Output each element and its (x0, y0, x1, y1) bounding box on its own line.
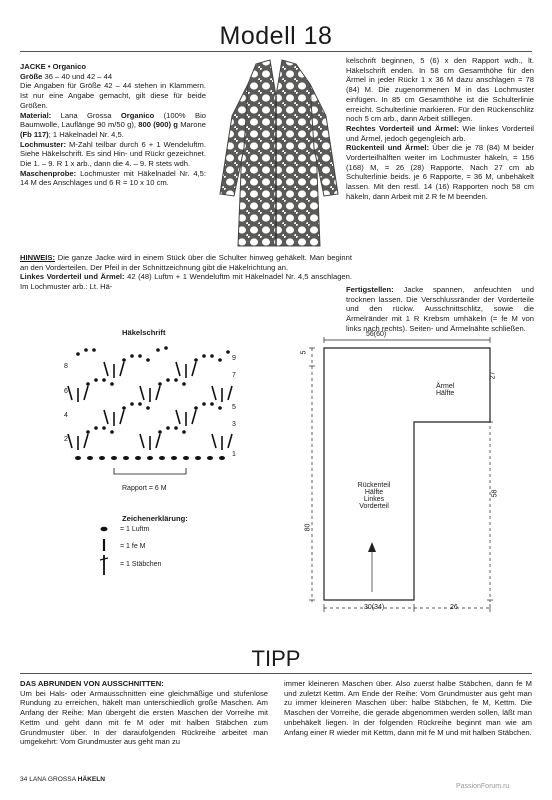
watermark: PassionForum.ru (456, 783, 510, 790)
back-text: Über die je 78 (84) M beider Vorderteilhälften weiter im Lochmuster häkeln, = 156 (168) M, = 26 (28) Rapporte. Nach 27 cm ab Schulterlinie beids. je 6 Rapporte, = 36 M, unbehäkelt lassen. Mit den restl. 14 (16) Rapporten noch 58 cm häkeln, dann Arbeit mit 2 R fe M beenden. (346, 143, 534, 201)
schematic-drawing (292, 330, 522, 620)
chart-title: Häkelschrift (122, 328, 166, 337)
dim-left-height: 80 (304, 523, 312, 532)
legend-item: = 1 Stäbchen (120, 561, 162, 568)
row-number: 6 (64, 388, 68, 395)
left-front-text: 42 (48) Luftm + 1 Wendeluftm mit Häkelnadel Nr. 4,5 anschlagen. Im Lochmuster arb.: Lt. Hä- (20, 272, 352, 292)
tipp-heading: DAS ABRUNDEN VON AUSSCHNITTEN: (20, 679, 164, 688)
size-note: Die Angaben für Größe 42 – 44 stehen in Klammern. Ist nur eine Angabe gemacht, gilt diese für beide Größen. (20, 81, 206, 110)
jacket-photo (212, 56, 346, 254)
gauge-label: Maschenprobe: (20, 168, 77, 178)
dim-arm-height: 27 (489, 371, 497, 380)
gauge-text: Lochmuster mit Häkelnadel Nr. 4,5: 14 M des Anschlages und 6 R = 10 x 10 cm. (20, 168, 206, 188)
dim-right-height: 58 (491, 489, 499, 498)
tipp-column-2 (284, 679, 532, 737)
crochet-chart (58, 340, 248, 500)
row-number: 7 (232, 372, 236, 379)
tipp-column-1 (20, 679, 268, 747)
sleeve-label: Ärmel Hälfte (436, 383, 455, 397)
tipp-text: immer kleineren Maschen über. Also zuerst halbe Stäbchen, dann fe M und zuletzt Kettm. Am Ende der Reihe: Vom Grundmuster aus geht man zu immer kleineren Maschen über: halbe Stäbchen, fe M, Kettm. Die Maschen der Vorreihe, die gerade abgenommen werden sollen, läßt man unbehäkelt liegen. In der folgenden Rückreihe beginnt man wie am Anfang einer R wieder mit Kettm, dann mit fe M und mit halben Stäbchen. (284, 679, 532, 737)
title-rule (20, 51, 532, 52)
back-label: Rückenteil und Ärmel: (346, 143, 429, 153)
magazine-name: HÄKELN (77, 776, 106, 783)
legend-item: = 1 Luftm (120, 526, 150, 533)
right-front-text: Wie linkes Vorderteil und Ärmel, jedoch gegengleich arb. (346, 123, 534, 143)
pattern-label: Lochmuster: (20, 139, 66, 149)
size-text: 36 – 40 und 42 – 44 (44, 71, 113, 81)
dim-top-width: 56(60) (366, 331, 387, 338)
material-text: (100% Bio Baumwolle, Lauflänge 90 m/50 g), (20, 110, 206, 130)
row-number: 9 (232, 355, 236, 362)
row-number: 2 (64, 436, 68, 443)
material-brand: Organico (120, 110, 155, 120)
right-column (346, 56, 534, 202)
finishing-block (346, 285, 534, 334)
left-column-wide (20, 253, 352, 292)
brand-name: LANA GROSSA (29, 776, 76, 783)
material-color: Marone (180, 120, 206, 130)
material-text: Lana Grossa (60, 110, 112, 120)
finishing-label: Fertigstellen: (346, 285, 394, 294)
legend-symbols (94, 523, 114, 575)
dim-bottom-left: 30(34) (364, 604, 385, 611)
material-color-number: (Fb 117) (20, 129, 49, 139)
right-front-label: Rechtes Vorderteil und Ärmel: (346, 123, 459, 133)
legend-item: = 1 fe M (120, 543, 146, 550)
chain-stitch-symbol (101, 527, 108, 532)
material-text: ; 1 Häkelnadel Nr. 4,5. (48, 129, 124, 139)
tipp-rule (20, 673, 532, 674)
row-number: 5 (232, 404, 236, 411)
page-footer (20, 776, 105, 783)
body-label: Rückenteil Hälfte Linkes Vorderteil (357, 482, 391, 510)
note-label: HINWEIS: (20, 253, 56, 262)
left-front-label: Linkes Vorderteil und Ärmel: (20, 272, 125, 282)
row-number: 1 (232, 451, 236, 458)
pattern-text: M-Zahl teilbar durch 6 + 1 Wendeluftm. Siehe Häkelschrift. Es sind Hin- und Rückr gezeichnet. Die 1. – 9. R 1 x arb., dann die 4. – 9. R stets wdh. (20, 139, 206, 169)
page-number: 34 (20, 776, 28, 783)
tipp-text: Um bei Hals- oder Armausschnitten eine gleichmäßige und stufenlose Rundung zu erreichen, häkelt man unterschiedlich große Maschen. Am Anfang der Reihe: Man übergeht die ersten Maschen der Vorreihe mit Kettm und geht dann mit fe M oder mit halben Stäbchen zum Grundmuster über. In der daraufolgenden Rückreihe arbeitet man umgekehrt: Vom Grundmuster aus geht man zu (20, 688, 268, 747)
page-title: Modell 18 (219, 22, 333, 50)
right-text: kelschrift beginnen, 5 (6) x den Rapport wdh., lt. Häkelschrift enden. In 58 cm Gesamthöhe für den Ärmel in jeder Rückr 1 x 36 M dazu anschlagen = 78 (84) M. Die zugenommenen M in das Lochmuster einfügen. In 85 cm Gesamthöhe ist die Schulterlinie erreicht. Schulterlinie markieren. Für den Rückenschlitz noch 5 cm arb., dann Arbeit stilllegen. (346, 56, 534, 124)
left-column (20, 62, 206, 188)
article-heading: JACKE • Organico (20, 62, 86, 71)
row-number: 8 (64, 363, 68, 370)
note-text: Die ganze Jacke wird in einem Stück über die Schulter hinweg gehäkelt. Man beginnt an den Vorderteilen. Der Pfeil in der Schnittzeichnung gibt die Häkelrichtung an. (20, 253, 352, 272)
size-label: Größe (20, 71, 43, 81)
rapport-label: Rapport = 6 M (122, 485, 167, 492)
material-amount: 800 (900) g (138, 120, 178, 130)
dim-left-small: 5 (300, 350, 308, 355)
tipp-title: TIPP (251, 646, 301, 671)
legend-title: Zeichenerklärung: (122, 514, 188, 523)
row-number: 3 (232, 421, 236, 428)
dim-bottom-right: 26 (450, 604, 458, 611)
finishing-text: Jacke spannen, anfeuchten und trocknen lassen. Die Verschlussränder der Vorderteile und den rückw. Ausschnittschlitz, sowie die Ärmelränder mit 1 R Krebsm umhäkeln (= fe M von links nach rechts). Seiten- und Ärmelnähte schließen. (346, 285, 534, 333)
row-number: 4 (64, 412, 68, 419)
material-label: Material: (20, 110, 52, 120)
